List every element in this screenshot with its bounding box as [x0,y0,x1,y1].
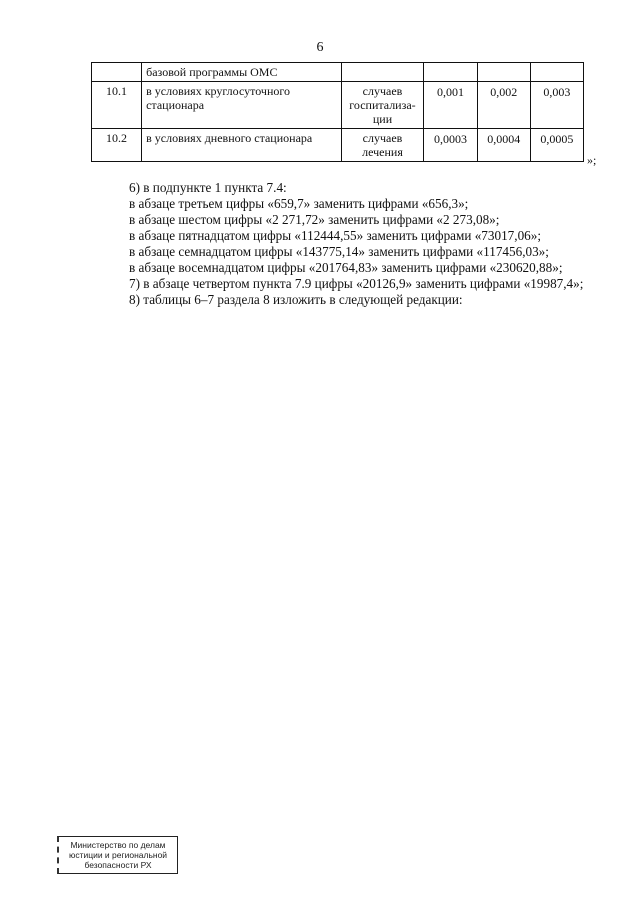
table-row [92,63,584,82]
row-unit-cell: случаев лечения [341,129,424,162]
row-value-cell: 0,0004 [477,129,530,162]
row-value-cell [424,63,477,82]
stamp-line: юстиции и региональной [68,850,168,860]
row-value-cell: 0,001 [424,82,477,129]
row-value-cell [530,63,583,82]
paragraph: в абзаце семнадцатом цифры «143775,14» заменить цифрами «117456,03»; [129,244,549,259]
row-unit-cell: случаев госпитализа-ции [341,82,424,129]
paragraph: 6) в подпункте 1 пункта 7.4: [129,180,287,195]
paragraph: 7) в абзаце четвертом пункта 7.9 цифры «20126,9» заменить цифрами «19987,4»; [129,276,584,291]
paragraph: в абзаце шестом цифры «2 271,72» заменить цифрами «2 273,08»; [129,212,500,227]
table-row [92,82,584,129]
row-value-cell: 0,0005 [530,129,583,162]
table-row [92,129,584,162]
row-value-cell: 0,003 [530,82,583,129]
row-name-cell: базовой программы ОМС [142,63,341,82]
page-number: 6 [316,40,324,55]
row-unit-cell [341,63,424,82]
indicator-table [91,62,584,162]
row-number-cell: 10.1 [92,82,142,129]
row-name-cell: в условиях дневного стационара [142,129,341,162]
paragraph: в абзаце пятнадцатом цифры «112444,55» заменить цифрами «73017,06»; [129,228,542,243]
row-name-cell: в условиях круглосуточного стационара [142,82,341,129]
row-number-cell: 10.2 [92,129,142,162]
amendments-text [91,180,585,308]
row-number-cell [92,63,142,82]
row-value-cell [477,63,530,82]
paragraph: 8) таблицы 6–7 раздела 8 изложить в следующей редакции: [129,292,463,307]
stamp-line: Министерство по делам [70,840,166,850]
paragraph: в абзаце третьем цифры «659,7» заменить цифрами «656,3»; [129,196,469,211]
row-value-cell: 0,0003 [424,129,477,162]
stamp-line: безопасности РХ [84,860,152,870]
row-value-cell: 0,002 [477,82,530,129]
registration-stamp [57,836,178,874]
paragraph: в абзаце восемнадцатом цифры «201764,83» заменить цифрами «230620,88»; [129,260,563,275]
table-closing-quote: »; [587,153,597,167]
